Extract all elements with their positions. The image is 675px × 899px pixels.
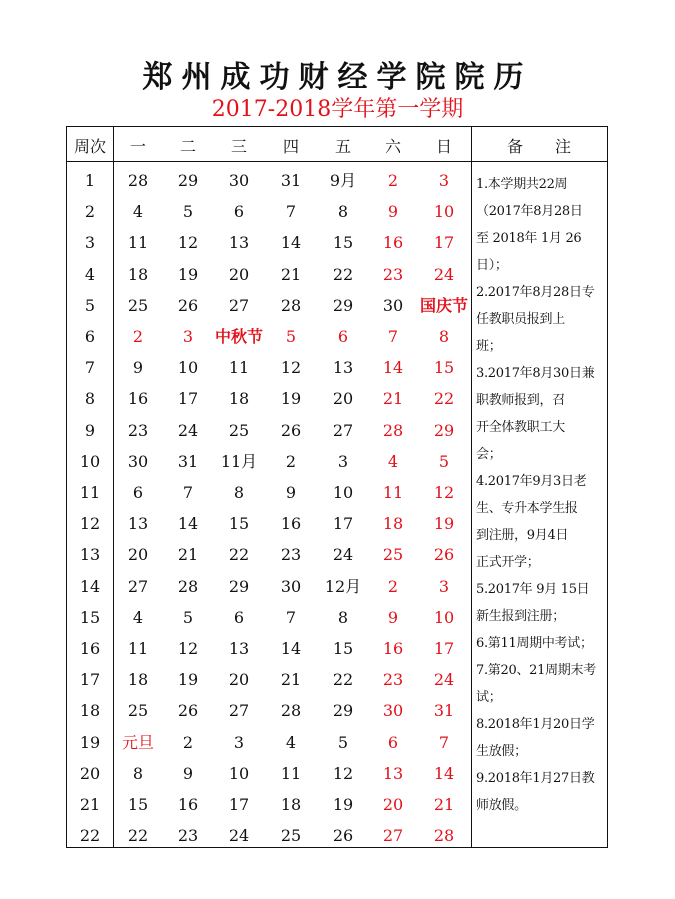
day-cell: 10 bbox=[177, 358, 199, 378]
day-cell: 3 bbox=[233, 732, 245, 752]
day-cell: 16 bbox=[280, 514, 302, 534]
day-cell: 25 bbox=[127, 295, 149, 315]
day-cell: 19 bbox=[433, 514, 455, 534]
note-line: 生、专升本学生报 bbox=[476, 501, 578, 516]
day-cell: 2 bbox=[132, 327, 144, 346]
notes-list bbox=[476, 171, 604, 819]
day-cell: 23 bbox=[382, 670, 404, 690]
day-cell: 2 bbox=[285, 451, 297, 471]
week-number: 17 bbox=[79, 670, 101, 690]
day-cell: 18 bbox=[228, 389, 250, 409]
day-cell: 27 bbox=[332, 420, 354, 440]
day-cell: 17 bbox=[177, 389, 199, 409]
week-number: 5 bbox=[84, 295, 96, 315]
note-line: 6.第11周期中考试； bbox=[476, 636, 593, 651]
day-cell: 6 bbox=[337, 327, 349, 346]
header-day-fri: 五 bbox=[334, 137, 351, 156]
day-cell: 11月 bbox=[220, 451, 258, 471]
day-cell: 21 bbox=[280, 264, 302, 284]
day-cell: 9 bbox=[182, 763, 194, 783]
day-cell: 12月 bbox=[324, 576, 362, 596]
day-cell: 6 bbox=[387, 732, 399, 752]
day-cell: 20 bbox=[382, 795, 404, 814]
note-line: 师放假。 bbox=[476, 798, 527, 813]
day-cell: 5 bbox=[182, 607, 194, 627]
day-cell: 9 bbox=[387, 202, 399, 222]
day-cell: 23 bbox=[177, 826, 199, 846]
day-cell: 9 bbox=[285, 483, 297, 502]
day-cell: 23 bbox=[280, 545, 302, 565]
semester-subtitle: 2017-2018学年第一学期 bbox=[211, 97, 464, 122]
day-cell: 23 bbox=[127, 420, 149, 440]
day-cell: 8 bbox=[132, 763, 144, 783]
day-cell: 3 bbox=[438, 171, 450, 190]
day-cell: 31 bbox=[177, 451, 199, 471]
day-cell: 12 bbox=[177, 233, 199, 253]
day-cell: 17 bbox=[433, 233, 455, 253]
day-cell: 13 bbox=[228, 639, 250, 658]
day-cell: 7 bbox=[438, 732, 450, 752]
day-cell: 25 bbox=[127, 701, 149, 721]
note-line: 2.2017年8月28日专 bbox=[476, 285, 595, 300]
day-cell: 5 bbox=[438, 451, 450, 471]
day-cell: 30 bbox=[382, 295, 404, 315]
day-cell: 15 bbox=[332, 639, 354, 658]
day-cell: 29 bbox=[228, 576, 250, 596]
day-cell: 28 bbox=[433, 826, 455, 846]
note-line: 4.2017年9月3日老 bbox=[476, 474, 587, 489]
header-day-tue: 二 bbox=[179, 137, 196, 156]
day-cell: 11 bbox=[382, 483, 404, 502]
day-cell: 6 bbox=[233, 607, 245, 627]
day-cell: 12 bbox=[280, 358, 302, 378]
day-cell: 7 bbox=[387, 327, 399, 346]
week-number: 6 bbox=[84, 327, 96, 346]
week-number: 4 bbox=[84, 264, 96, 284]
day-cell: 18 bbox=[127, 264, 149, 284]
header-day-thu: 四 bbox=[282, 137, 299, 156]
day-cell: 29 bbox=[177, 171, 199, 190]
day-cell: 4 bbox=[387, 451, 399, 471]
day-cell: 24 bbox=[177, 420, 199, 440]
week-number: 14 bbox=[79, 576, 101, 596]
note-line: 职教师报到，召 bbox=[476, 393, 565, 408]
day-cell: 24 bbox=[433, 670, 455, 690]
day-cell: 国庆节 bbox=[419, 295, 468, 315]
day-cell: 16 bbox=[177, 795, 199, 814]
day-cell: 17 bbox=[433, 639, 455, 658]
day-cell: 13 bbox=[332, 358, 354, 378]
day-cell: 4 bbox=[285, 732, 297, 752]
day-cell: 23 bbox=[382, 264, 404, 284]
day-cell: 29 bbox=[332, 701, 354, 721]
day-cell: 7 bbox=[285, 202, 297, 222]
day-cell: 5 bbox=[182, 202, 194, 222]
day-cell: 18 bbox=[280, 795, 302, 814]
day-cell: 8 bbox=[337, 202, 349, 222]
day-cell: 27 bbox=[127, 576, 149, 596]
day-cell: 28 bbox=[280, 295, 302, 315]
day-cell: 5 bbox=[285, 327, 297, 346]
day-cell: 26 bbox=[433, 545, 455, 565]
day-cell: 6 bbox=[132, 483, 144, 502]
day-cell: 4 bbox=[132, 607, 144, 627]
day-cell: 15 bbox=[228, 514, 250, 534]
day-cell: 2 bbox=[182, 732, 194, 752]
day-cell: 21 bbox=[433, 795, 455, 814]
header-day-sat: 六 bbox=[384, 137, 401, 156]
day-cell: 18 bbox=[382, 514, 404, 534]
day-cell: 14 bbox=[177, 514, 199, 534]
day-cell: 11 bbox=[228, 358, 250, 378]
note-line: 8.2018年1月20日学 bbox=[476, 717, 595, 732]
note-line: 7.第20、21周期末考 bbox=[476, 663, 596, 678]
day-cell: 30 bbox=[228, 171, 250, 190]
day-cell: 12 bbox=[433, 483, 455, 502]
note-line: 1.本学期共22周 bbox=[476, 177, 568, 192]
day-cell: 12 bbox=[332, 763, 354, 783]
note-line: 班； bbox=[476, 339, 502, 354]
day-cell: 20 bbox=[228, 264, 250, 284]
day-cell: 14 bbox=[280, 233, 302, 253]
header-day-mon: 一 bbox=[129, 137, 146, 156]
note-line: 至 2018年 1月 26 bbox=[476, 231, 582, 246]
note-line: 生放假； bbox=[476, 744, 527, 759]
day-cell: 14 bbox=[382, 358, 404, 378]
day-cell: 14 bbox=[433, 763, 455, 783]
day-cell: 15 bbox=[433, 358, 455, 378]
week-number: 3 bbox=[84, 233, 96, 253]
note-line: 试； bbox=[476, 690, 502, 705]
day-cell: 27 bbox=[228, 295, 250, 315]
day-cell: 8 bbox=[233, 483, 245, 502]
day-cell: 26 bbox=[177, 701, 199, 721]
column-divider-notes bbox=[471, 127, 472, 847]
note-line: 开全体教职工大 bbox=[476, 420, 565, 435]
day-cell: 11 bbox=[127, 639, 149, 658]
day-cell: 24 bbox=[332, 545, 354, 565]
day-cell: 16 bbox=[382, 233, 404, 253]
day-cell: 22 bbox=[228, 545, 250, 565]
week-number: 21 bbox=[79, 795, 101, 814]
day-cell: 25 bbox=[228, 420, 250, 440]
day-cell: 20 bbox=[127, 545, 149, 565]
day-cell: 4 bbox=[132, 202, 144, 222]
day-cell: 7 bbox=[182, 483, 194, 502]
note-line: 9.2018年1月27日教 bbox=[476, 771, 595, 786]
note-line: 到注册，9月4日 bbox=[476, 528, 569, 543]
note-line: 任教职员报到上 bbox=[476, 312, 565, 327]
note-line: 日）； bbox=[476, 258, 508, 273]
header-day-wed: 三 bbox=[230, 137, 247, 156]
day-cell: 31 bbox=[433, 701, 455, 721]
day-cell: 28 bbox=[177, 576, 199, 596]
day-cell: 26 bbox=[177, 295, 199, 315]
day-cell: 13 bbox=[382, 763, 404, 783]
header-notes: 备 注 bbox=[506, 137, 571, 156]
week-number: 16 bbox=[79, 639, 101, 658]
page-title: 郑州成功财经学院院历 bbox=[142, 60, 533, 95]
day-cell: 3 bbox=[438, 576, 450, 596]
day-cell: 29 bbox=[433, 420, 455, 440]
day-cell: 19 bbox=[177, 670, 199, 690]
day-cell: 28 bbox=[280, 701, 302, 721]
day-cell: 24 bbox=[228, 826, 250, 846]
note-line: （2017年8月28日 bbox=[476, 204, 583, 219]
day-cell: 11 bbox=[127, 233, 149, 253]
day-cell: 29 bbox=[332, 295, 354, 315]
day-cell: 10 bbox=[332, 483, 354, 502]
day-cell: 14 bbox=[280, 639, 302, 658]
day-cell: 22 bbox=[127, 826, 149, 846]
day-cell: 22 bbox=[433, 389, 455, 409]
day-cell: 30 bbox=[127, 451, 149, 471]
day-cell: 元旦 bbox=[121, 732, 154, 752]
week-number: 10 bbox=[79, 451, 101, 471]
day-cell: 中秋节 bbox=[214, 327, 263, 346]
note-line: 新生报到注册； bbox=[476, 609, 565, 624]
day-cell: 2 bbox=[387, 576, 399, 596]
day-cell: 21 bbox=[177, 545, 199, 565]
day-cell: 17 bbox=[228, 795, 250, 814]
day-cell: 5 bbox=[337, 732, 349, 752]
day-cell: 10 bbox=[433, 202, 455, 222]
day-cell: 30 bbox=[280, 576, 302, 596]
day-cell: 19 bbox=[332, 795, 354, 814]
day-cell: 30 bbox=[382, 701, 404, 721]
day-cell: 8 bbox=[337, 607, 349, 627]
day-cell: 16 bbox=[382, 639, 404, 658]
day-cell: 7 bbox=[285, 607, 297, 627]
week-number: 11 bbox=[79, 483, 101, 502]
day-cell: 21 bbox=[280, 670, 302, 690]
day-cell: 21 bbox=[382, 389, 404, 409]
day-cell: 8 bbox=[438, 327, 450, 346]
day-cell: 16 bbox=[127, 389, 149, 409]
day-cell: 9月 bbox=[329, 171, 357, 190]
note-line: 3.2017年8月30日兼 bbox=[476, 366, 595, 381]
header-divider bbox=[67, 161, 607, 162]
day-cell: 25 bbox=[382, 545, 404, 565]
week-number: 1 bbox=[84, 171, 96, 190]
day-cell: 26 bbox=[332, 826, 354, 846]
week-number: 12 bbox=[79, 514, 101, 534]
day-cell: 13 bbox=[127, 514, 149, 534]
week-number: 15 bbox=[79, 607, 101, 627]
day-cell: 3 bbox=[182, 327, 194, 346]
day-cell: 20 bbox=[228, 670, 250, 690]
day-cell: 15 bbox=[127, 795, 149, 814]
day-cell: 28 bbox=[127, 171, 149, 190]
day-cell: 26 bbox=[280, 420, 302, 440]
day-cell: 13 bbox=[228, 233, 250, 253]
day-cell: 22 bbox=[332, 264, 354, 284]
day-cell: 20 bbox=[332, 389, 354, 409]
day-cell: 17 bbox=[332, 514, 354, 534]
day-cell: 27 bbox=[228, 701, 250, 721]
day-cell: 27 bbox=[382, 826, 404, 846]
day-cell: 12 bbox=[177, 639, 199, 658]
day-cell: 9 bbox=[132, 358, 144, 378]
calendar-table bbox=[66, 126, 608, 848]
day-cell: 6 bbox=[233, 202, 245, 222]
day-cell: 10 bbox=[433, 607, 455, 627]
note-line: 会； bbox=[476, 447, 502, 462]
day-cell: 10 bbox=[228, 763, 250, 783]
day-cell: 28 bbox=[382, 420, 404, 440]
week-number: 22 bbox=[79, 826, 101, 846]
day-cell: 25 bbox=[280, 826, 302, 846]
week-number: 18 bbox=[79, 701, 101, 721]
day-cell: 18 bbox=[127, 670, 149, 690]
note-line: 5.2017年 9月 15日 bbox=[476, 582, 590, 597]
week-number: 8 bbox=[84, 389, 96, 409]
week-number: 19 bbox=[79, 732, 101, 752]
header-day-sun: 日 bbox=[435, 137, 452, 156]
week-number: 9 bbox=[84, 420, 96, 440]
day-cell: 11 bbox=[280, 763, 302, 783]
day-cell: 19 bbox=[177, 264, 199, 284]
day-cell: 22 bbox=[332, 670, 354, 690]
day-cell: 3 bbox=[337, 451, 349, 471]
week-number: 2 bbox=[84, 202, 96, 222]
week-number: 7 bbox=[84, 358, 96, 378]
day-cell: 9 bbox=[387, 607, 399, 627]
week-number: 13 bbox=[79, 545, 101, 565]
week-number: 20 bbox=[79, 763, 101, 783]
day-cell: 31 bbox=[280, 171, 302, 190]
day-cell: 15 bbox=[332, 233, 354, 253]
day-cell: 24 bbox=[433, 264, 455, 284]
header-week: 周次 bbox=[73, 137, 106, 156]
note-line: 正式开学； bbox=[476, 555, 540, 570]
day-cell: 19 bbox=[280, 389, 302, 409]
day-cell: 2 bbox=[387, 171, 399, 190]
